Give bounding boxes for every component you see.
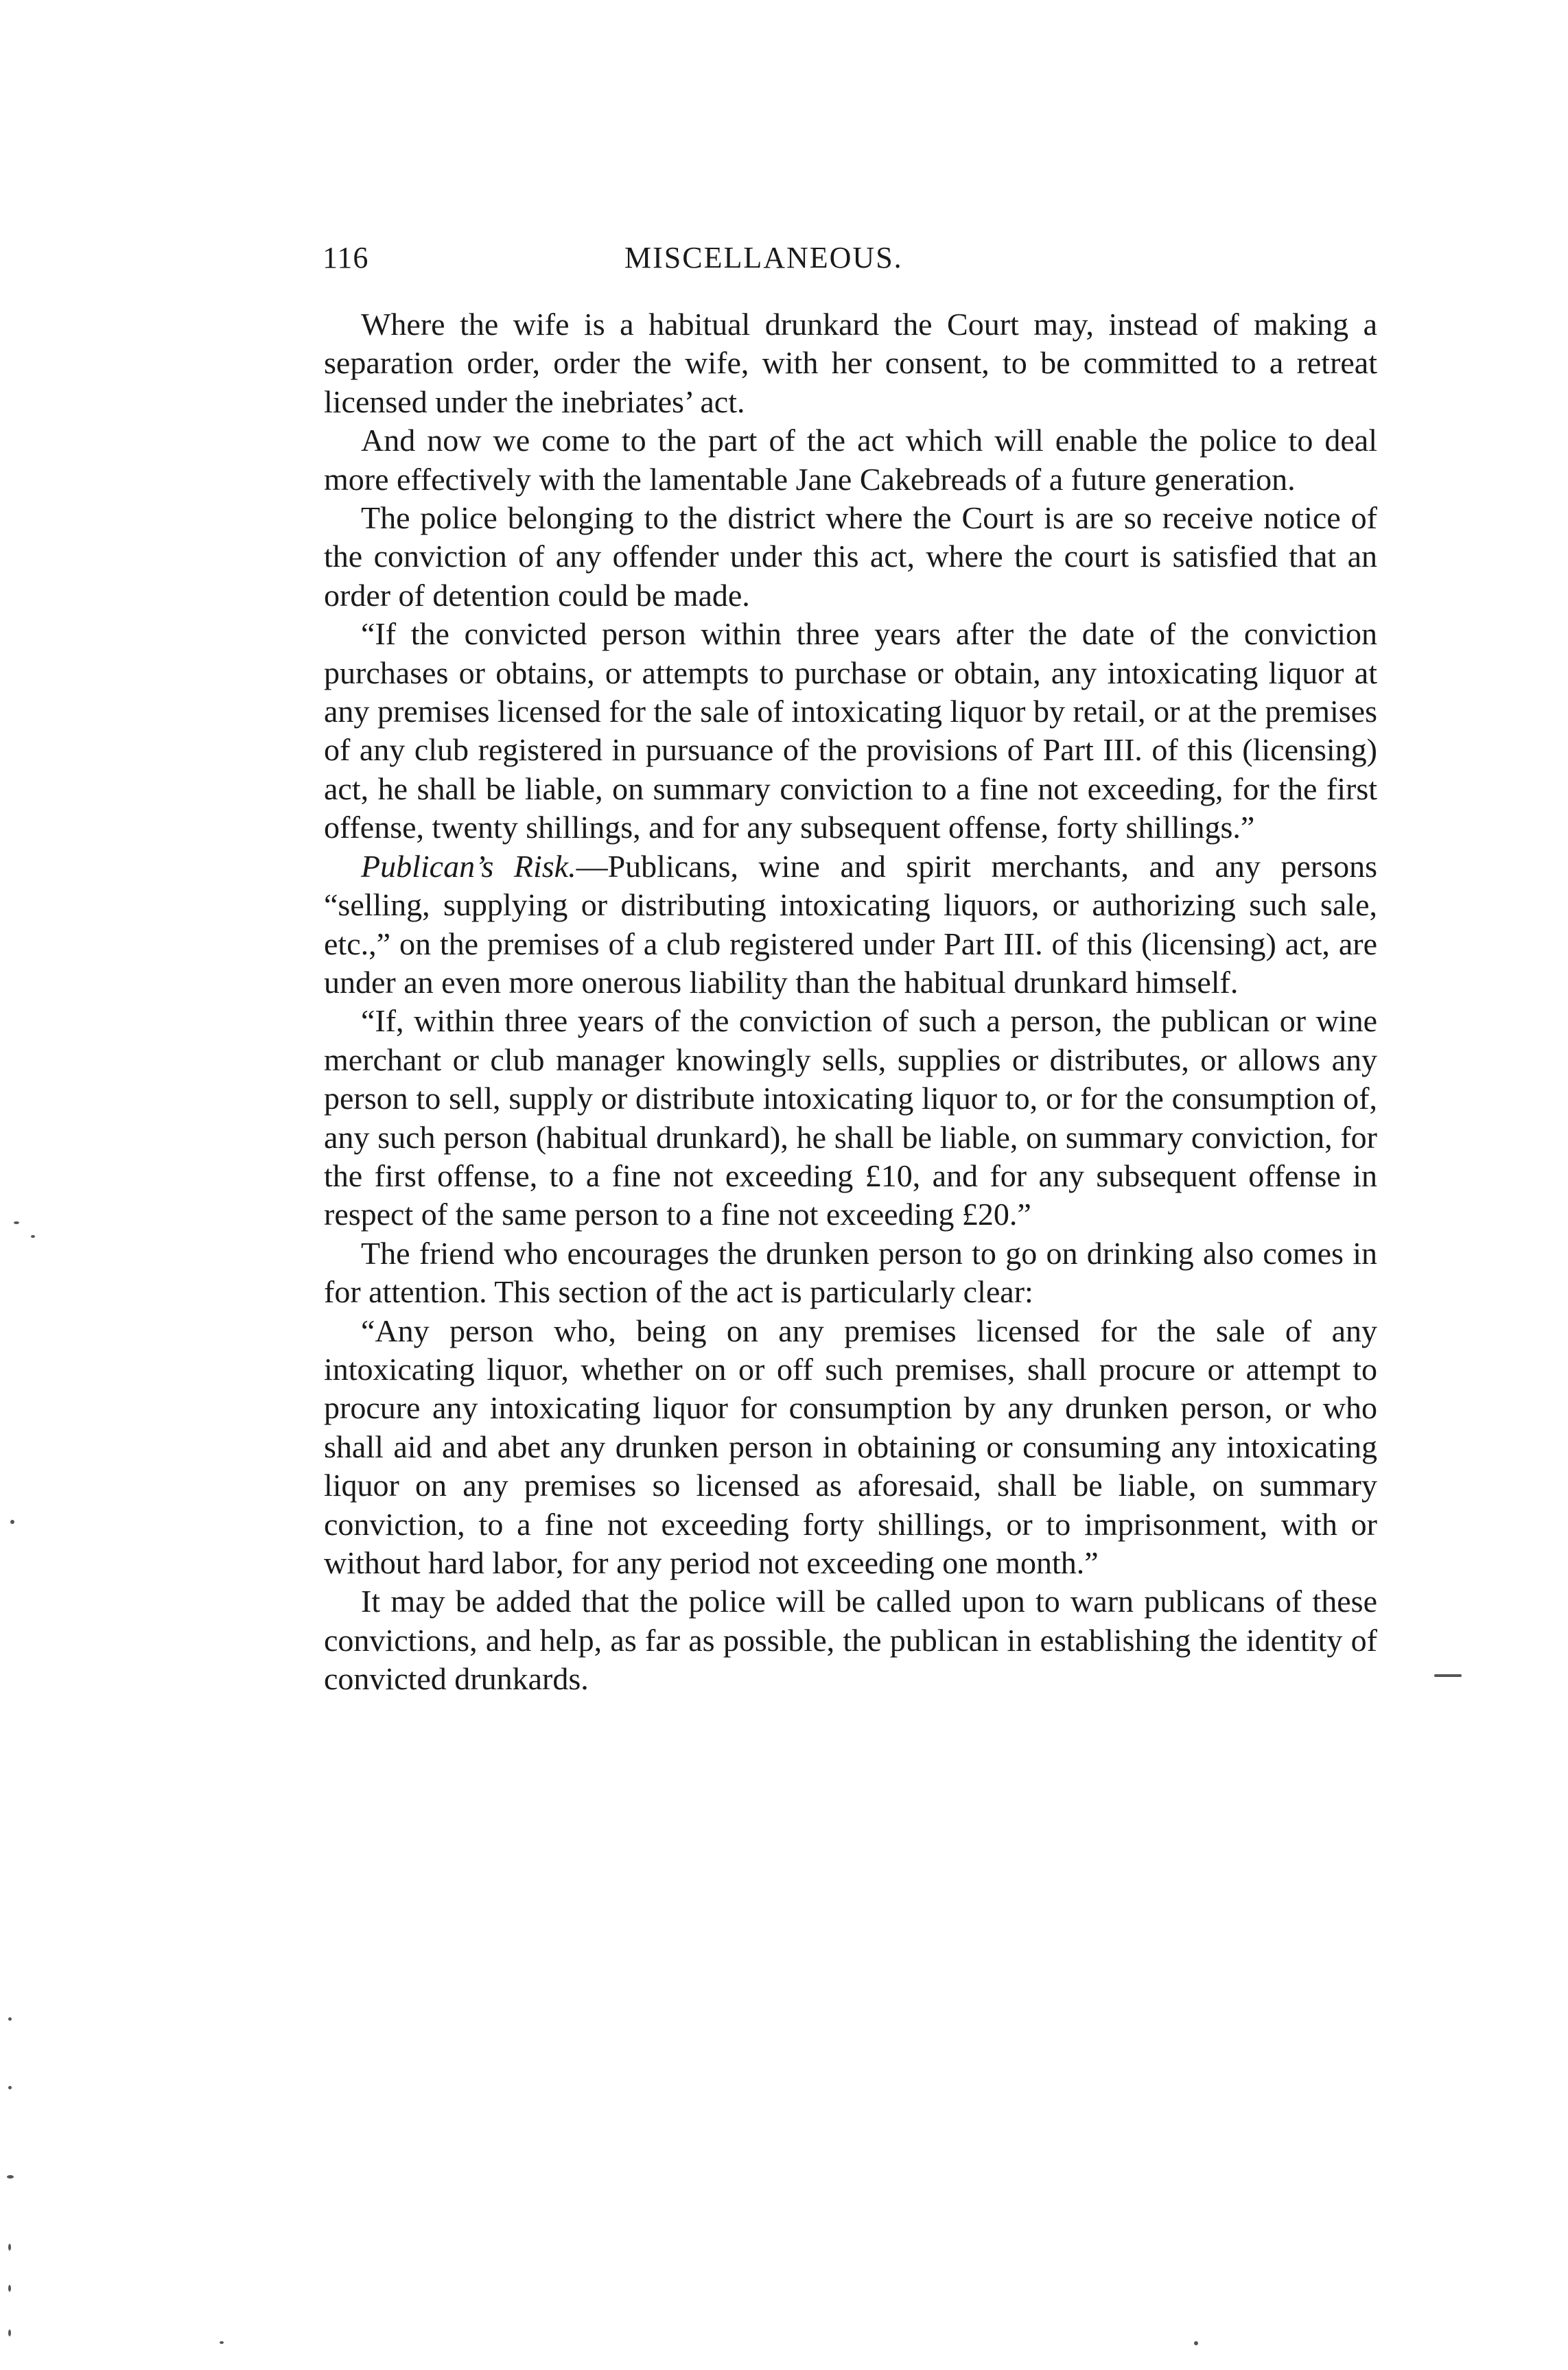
paragraph-publicans-risk <box>324 847 1377 1002</box>
scan-speck <box>31 1235 35 1238</box>
paragraph-text: —Publicans, wine and spirit merchants, and any persons “selling, supplying or distributing intoxicating liquors, or authorizing such sale, etc.,” on the premises of a club registered under Part III. of this (licensing) act, are under an even more onerous liability than the habitual drunkard himself. <box>324 848 1377 1000</box>
paragraph-friend <box>324 1234 1377 1312</box>
paragraph-police-warn <box>324 1582 1377 1698</box>
paragraph-text: “If, within three years of the conviction of such a person, the publican or wine merchant or club manager knowingly sells, supplies or distributes, or allows any person to sell, supply or distribute intoxicating liquor to, or for the consumption of, any such person (habitual drunkard), he shall be liable, on summary conviction, for the first offense, to a fine not exceeding £10, and for any subsequent offense in respect of the same person to a fine not exceeding £20.” <box>324 1003 1377 1232</box>
scan-speck <box>8 2244 11 2251</box>
paragraph-text: “If the convicted person within three years after the date of the conviction purchases or obtains, or attempts to purchase or obtain, any intoxicating liquor at any premises licensed for the sale of intoxicating liquor by retail, or at the premises of any club registered in pursuance of the provisions of Part III. of this (licensing) act, he shall be liable, on summary conviction to a fine not exceeding, for the first offense, twenty shillings, and for any subsequent offense, forty shillings.” <box>324 616 1377 845</box>
scan-speck <box>7 2175 14 2179</box>
paragraph-text: The police belonging to the district where the Court is are so receive notice of the conviction of any offender under this act, where the court is satisfied that an order of detention could be made. <box>324 500 1377 613</box>
scan-speck <box>14 1221 19 1224</box>
scan-speck <box>8 2285 11 2292</box>
scan-speck <box>10 1520 14 1524</box>
scan-speck <box>8 2086 12 2089</box>
paragraph-any-person-quote <box>324 1312 1377 1583</box>
page-header <box>323 240 1379 288</box>
paragraph-police-intro <box>324 421 1377 499</box>
paragraph-text: “Any person who, being on any premises licensed for the sale of any intoxicating liquor, whether on or off such premises, shall procure or attempt to procure any intoxicating liquor for consumption by any drunken person, or who shall aid and abet any drunken person in obtaining or consuming any intoxicating liquor on any premises so licensed as aforesaid, shall be liable, on summary conviction, to a fine not exceeding forty shillings, or to imprisonment, with or without hard labor, for any period not exceeding one month.” <box>324 1313 1377 1580</box>
running-head: MISCELLANEOUS. <box>624 241 903 274</box>
paragraph-text: The friend who encourages the drunken person to go on drinking also comes in for attention. This section of the act is particularly clear: <box>324 1235 1377 1310</box>
page-number: 116 <box>323 241 369 274</box>
scan-speck <box>1434 1674 1462 1677</box>
scan-speck <box>220 2341 224 2344</box>
paragraph-text: And now we come to the part of the act which will enable the police to deal more effectively with the lamentable Jane Cakebreads of a future generation. <box>324 423 1377 497</box>
paragraph-police-notice <box>324 499 1377 615</box>
body-text <box>324 305 1377 1699</box>
paragraph-text: It may be added that the police will be called upon to warn publicans of these convictions, and help, as far as possible, the publican in establishing the identity of convicted drunkards. <box>324 1584 1377 1697</box>
paragraph-separation-order <box>324 305 1377 421</box>
paragraph-text: Where the wife is a habitual drunkard the Court may, instead of making a separation order, order the wife, with her consent, to be committed to a retreat licensed under the inebriates’ act. <box>324 307 1377 419</box>
scan-speck <box>8 2330 11 2336</box>
run-in-heading: Publican’s Risk. <box>361 848 576 884</box>
paragraph-convicted-person-quote <box>324 615 1377 847</box>
paragraph-publican-quote <box>324 1002 1377 1234</box>
scan-speck <box>8 2017 12 2021</box>
scan-speck <box>1194 2341 1198 2345</box>
